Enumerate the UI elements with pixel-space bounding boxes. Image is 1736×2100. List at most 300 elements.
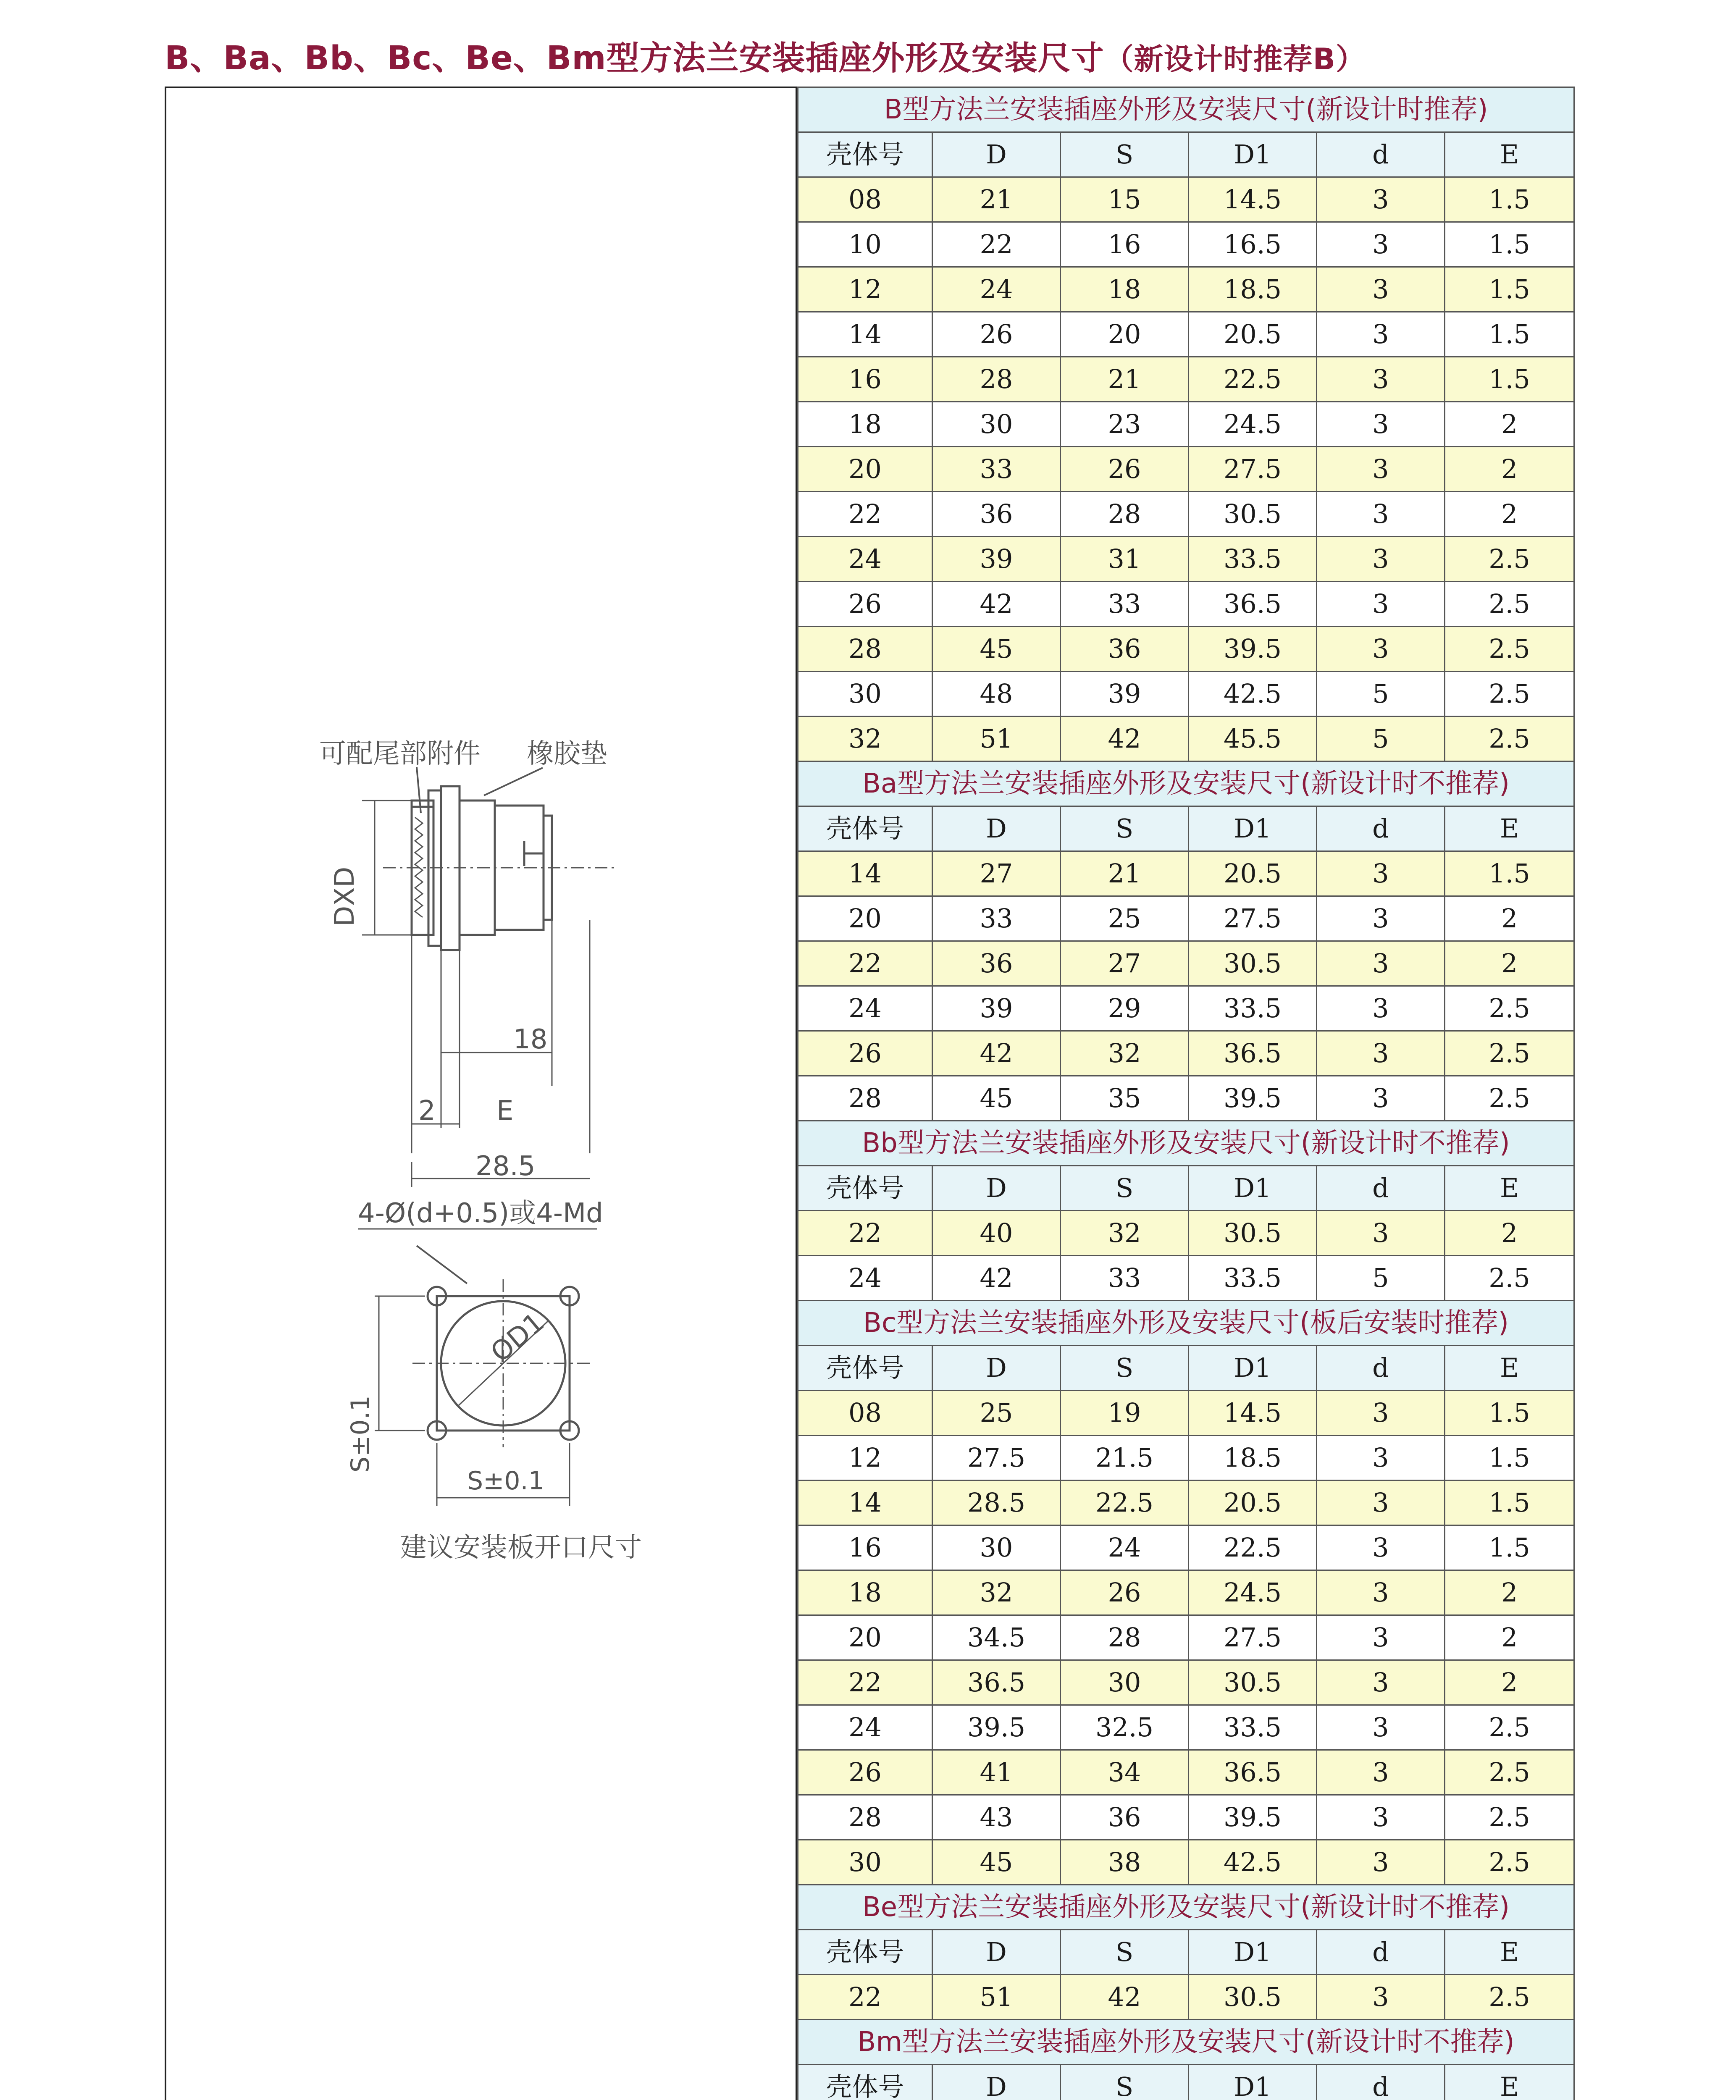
table-cell: 20 [1061, 312, 1189, 357]
column-header: S [1061, 1346, 1189, 1391]
column-header: D1 [1189, 806, 1317, 851]
column-header: 壳体号 [798, 1346, 932, 1391]
column-header: 壳体号 [798, 132, 932, 177]
table-cell: 45 [932, 1076, 1061, 1121]
table-row [798, 1256, 1574, 1301]
dim-28-5: 28.5 [475, 1151, 536, 1182]
column-header: D1 [1189, 1166, 1317, 1211]
table-row [798, 447, 1574, 492]
table-cell: 34 [1061, 1750, 1189, 1795]
table-cell: 2.5 [1445, 627, 1574, 672]
table-cell: 22 [798, 941, 932, 986]
table-cell: 3 [1317, 1750, 1445, 1795]
column-header: D [932, 806, 1061, 851]
table-cell: 18.5 [1189, 267, 1317, 312]
table-cell: 1.5 [1445, 851, 1574, 896]
column-header: E [1445, 2065, 1574, 2100]
table-cell: 18.5 [1189, 1436, 1317, 1480]
table-cell: 33 [932, 447, 1061, 492]
table-row [798, 941, 1574, 986]
spec-tables [796, 87, 1572, 2100]
section-title-row [798, 87, 1574, 132]
column-header-row [798, 1930, 1574, 1975]
table-cell: 2 [1445, 941, 1574, 986]
table-cell: 3 [1317, 177, 1445, 222]
table-cell: 3 [1317, 1525, 1445, 1570]
column-header: S [1061, 1930, 1189, 1975]
table-cell: 28.5 [932, 1480, 1061, 1525]
column-header-row [798, 132, 1574, 177]
table-row [798, 267, 1574, 312]
table-cell: 30.5 [1189, 941, 1317, 986]
column-header: S [1061, 1166, 1189, 1211]
table-cell: 18 [798, 402, 932, 447]
section-title-row [798, 1885, 1574, 1930]
table-cell: 30 [932, 402, 1061, 447]
table-row [798, 1211, 1574, 1256]
column-header-row [798, 1166, 1574, 1211]
dim-s-horizontal: S±0.1 [467, 1466, 544, 1496]
table-cell: 32.5 [1061, 1705, 1189, 1750]
table-cell: 42.5 [1189, 672, 1317, 717]
page-title [165, 35, 1366, 81]
table-cell: 22 [932, 222, 1061, 267]
table-cell: 24.5 [1189, 402, 1317, 447]
table-row [798, 851, 1574, 896]
table-row [798, 1840, 1574, 1885]
table-cell: 1.5 [1445, 222, 1574, 267]
table-cell: 3 [1317, 941, 1445, 986]
table-cell: 3 [1317, 1076, 1445, 1121]
table-cell: 24 [798, 537, 932, 582]
table-cell: 33 [1061, 582, 1189, 627]
table-cell: 39.5 [1189, 1076, 1317, 1121]
table-cell: 2.5 [1445, 1840, 1574, 1885]
table-row [798, 177, 1574, 222]
table-cell: 5 [1317, 717, 1445, 761]
column-header: E [1445, 1346, 1574, 1391]
table-cell: 3 [1317, 1480, 1445, 1525]
table-cell: 3 [1317, 312, 1445, 357]
table-cell: 2 [1445, 402, 1574, 447]
table-cell: 2.5 [1445, 1076, 1574, 1121]
table-cell: 1.5 [1445, 177, 1574, 222]
table-cell: 24 [932, 267, 1061, 312]
table-cell: 21.5 [1061, 1436, 1189, 1480]
table-cell: 2.5 [1445, 1750, 1574, 1795]
table-cell: 45 [932, 627, 1061, 672]
column-header: d [1317, 1346, 1445, 1391]
table-cell: 30.5 [1189, 1975, 1317, 2020]
table-cell: 34.5 [932, 1615, 1061, 1660]
table-cell: 20.5 [1189, 312, 1317, 357]
table-row [798, 1525, 1574, 1570]
table-cell: 33.5 [1189, 986, 1317, 1031]
table-row [798, 1391, 1574, 1436]
table-cell: 3 [1317, 1615, 1445, 1660]
table-cell: 36.5 [932, 1660, 1061, 1705]
table-cell: 27.5 [932, 1436, 1061, 1480]
table-row [798, 492, 1574, 537]
table-cell: 14 [798, 1480, 932, 1525]
dim-18: 18 [513, 1024, 548, 1055]
table-cell: 3 [1317, 402, 1445, 447]
table-cell: 30 [932, 1525, 1061, 1570]
table-cell: 26 [798, 1750, 932, 1795]
table-cell: 12 [798, 1436, 932, 1480]
table-cell: 33 [1061, 1256, 1189, 1301]
table-cell: 26 [798, 1031, 932, 1076]
table-cell: 2 [1445, 447, 1574, 492]
table-cell: 30 [798, 672, 932, 717]
table-cell: 42.5 [1189, 1840, 1317, 1885]
table-cell: 2.5 [1445, 582, 1574, 627]
table-cell: 20 [798, 1615, 932, 1660]
table-cell: 28 [798, 627, 932, 672]
page-title-note: （新设计时推荐B） [1104, 42, 1366, 76]
table-cell: 22 [798, 492, 932, 537]
column-header: E [1445, 806, 1574, 851]
column-header: D [932, 1346, 1061, 1391]
column-header: E [1445, 132, 1574, 177]
table-cell: 38 [1061, 1840, 1189, 1885]
column-header: d [1317, 1930, 1445, 1975]
table-cell: 08 [798, 177, 932, 222]
table-cell: 22 [798, 1211, 932, 1256]
table-cell: 36.5 [1189, 1031, 1317, 1076]
table-cell: 22.5 [1061, 1480, 1189, 1525]
dim-phi-d1: ØD1 [485, 1307, 550, 1369]
table-cell: 30 [1061, 1660, 1189, 1705]
connector-drawing-svg [165, 87, 796, 2100]
table-cell: 36.5 [1189, 1750, 1317, 1795]
table-cell: 30 [798, 1840, 932, 1885]
column-header: E [1445, 1930, 1574, 1975]
column-header: d [1317, 2065, 1445, 2100]
table-cell: 3 [1317, 1211, 1445, 1256]
table-cell: 42 [932, 582, 1061, 627]
table-cell: 40 [932, 1211, 1061, 1256]
dim-e: E [496, 1095, 514, 1126]
table-cell: 2 [1445, 896, 1574, 941]
column-header: 壳体号 [798, 806, 932, 851]
table-cell: 3 [1317, 1975, 1445, 2020]
table-row [798, 1076, 1574, 1121]
table-row [798, 222, 1574, 267]
table-cell: 39 [1061, 672, 1189, 717]
column-header: S [1061, 806, 1189, 851]
column-header: d [1317, 132, 1445, 177]
table-cell: 26 [798, 582, 932, 627]
table-row [798, 1660, 1574, 1705]
table-cell: 30.5 [1189, 1660, 1317, 1705]
table-cell: 26 [1061, 1570, 1189, 1615]
table-cell: 3 [1317, 1795, 1445, 1840]
table-cell: 2 [1445, 1570, 1574, 1615]
table-cell: 08 [798, 1391, 932, 1436]
table-row [798, 1615, 1574, 1660]
connector-side-view [383, 786, 618, 950]
section-title-row [798, 1121, 1574, 1166]
table-row [798, 357, 1574, 402]
column-header: 壳体号 [798, 2065, 932, 2100]
dim-dxd: DXD [329, 866, 360, 927]
table-cell: 26 [1061, 447, 1189, 492]
table-cell: 2 [1445, 1660, 1574, 1705]
dim-s-vertical: S±0.1 [346, 1395, 375, 1473]
table-cell: 20 [798, 896, 932, 941]
table-row [798, 1031, 1574, 1076]
table-cell: 14.5 [1189, 1391, 1317, 1436]
table-cell: 2.5 [1445, 986, 1574, 1031]
connector-drawing [165, 87, 796, 2100]
page-title-main: B、Ba、Bb、Bc、Be、Bm型方法兰安装插座外形及安装尺寸 [165, 39, 1104, 77]
table-cell: 14.5 [1189, 177, 1317, 222]
table-cell: 22.5 [1189, 1525, 1317, 1570]
table-cell: 21 [932, 177, 1061, 222]
table-row [798, 402, 1574, 447]
table-cell: 24 [1061, 1525, 1189, 1570]
table-cell: 35 [1061, 1076, 1189, 1121]
column-header: 壳体号 [798, 1930, 932, 1975]
table-cell: 42 [932, 1031, 1061, 1076]
table-cell: 24 [798, 1256, 932, 1301]
dim-2: 2 [418, 1095, 436, 1126]
table-cell: 33.5 [1189, 537, 1317, 582]
table-cell: 12 [798, 267, 932, 312]
table-cell: 3 [1317, 1391, 1445, 1436]
table-cell: 39 [932, 986, 1061, 1031]
table-cell: 2.5 [1445, 672, 1574, 717]
table-cell: 1.5 [1445, 1480, 1574, 1525]
column-header: D1 [1189, 1346, 1317, 1391]
table-cell: 21 [1061, 851, 1189, 896]
table-cell: 32 [1061, 1211, 1189, 1256]
table-row [798, 896, 1574, 941]
table-row [798, 312, 1574, 357]
table-cell: 3 [1317, 492, 1445, 537]
spec-table-body [798, 87, 1574, 2100]
column-header: d [1317, 1166, 1445, 1211]
table-cell: 23 [1061, 402, 1189, 447]
table-cell: 22.5 [1189, 357, 1317, 402]
table-cell: 31 [1061, 537, 1189, 582]
table-cell: 14 [798, 312, 932, 357]
table-cell: 20.5 [1189, 1480, 1317, 1525]
table-cell: 5 [1317, 672, 1445, 717]
table-cell: 36 [932, 492, 1061, 537]
table-cell: 20.5 [1189, 851, 1317, 896]
table-cell: 32 [932, 1570, 1061, 1615]
table-cell: 3 [1317, 582, 1445, 627]
table-row [798, 1795, 1574, 1840]
table-cell: 43 [932, 1795, 1061, 1840]
table-cell: 21 [1061, 357, 1189, 402]
table-cell: 32 [1061, 1031, 1189, 1076]
table-row [798, 1705, 1574, 1750]
table-cell: 3 [1317, 1840, 1445, 1885]
table-cell: 30.5 [1189, 492, 1317, 537]
table-cell: 2.5 [1445, 717, 1574, 761]
table-row [798, 986, 1574, 1031]
table-cell: 19 [1061, 1391, 1189, 1436]
column-header: S [1061, 2065, 1189, 2100]
column-header: d [1317, 806, 1445, 851]
table-cell: 2.5 [1445, 1705, 1574, 1750]
table-row [798, 1436, 1574, 1480]
section-title: Bb型方法兰安装插座外形及安装尺寸(新设计时不推荐) [798, 1121, 1574, 1166]
section-title-row [798, 1301, 1574, 1346]
table-cell: 20 [798, 447, 932, 492]
table-cell: 15 [1061, 177, 1189, 222]
table-cell: 16 [798, 357, 932, 402]
table-cell: 22 [798, 1975, 932, 2020]
section-title: B型方法兰安装插座外形及安装尺寸(新设计时推荐) [798, 87, 1574, 132]
table-cell: 48 [932, 672, 1061, 717]
table-cell: 2 [1445, 1211, 1574, 1256]
table-row [798, 1570, 1574, 1615]
section-title-row [798, 761, 1574, 806]
table-cell: 18 [1061, 267, 1189, 312]
table-cell: 1.5 [1445, 357, 1574, 402]
column-header-row [798, 2065, 1574, 2100]
label-gasket: 橡胶垫 [527, 738, 607, 769]
table-row [798, 537, 1574, 582]
table-cell: 1.5 [1445, 312, 1574, 357]
table-cell: 36 [1061, 627, 1189, 672]
table-cell: 42 [1061, 1975, 1189, 2020]
table-row [798, 1480, 1574, 1525]
table-cell: 3 [1317, 267, 1445, 312]
table-cell: 28 [798, 1795, 932, 1840]
table-cell: 3 [1317, 1705, 1445, 1750]
table-cell: 1.5 [1445, 1525, 1574, 1570]
table-cell: 36 [1061, 1795, 1189, 1840]
table-cell: 29 [1061, 986, 1189, 1031]
table-cell: 25 [932, 1391, 1061, 1436]
column-header: D1 [1189, 2065, 1317, 2100]
label-accessory: 可配尾部附件 [319, 738, 481, 769]
column-header: D [932, 132, 1061, 177]
table-cell: 18 [798, 1570, 932, 1615]
table-cell: 33.5 [1189, 1256, 1317, 1301]
column-header: D [932, 1930, 1061, 1975]
table-cell: 51 [932, 1975, 1061, 2020]
table-cell: 10 [798, 222, 932, 267]
section-title-row [798, 2020, 1574, 2065]
table-cell: 45.5 [1189, 717, 1317, 761]
column-header: 壳体号 [798, 1166, 932, 1211]
table-cell: 16 [798, 1525, 932, 1570]
table-cell: 45 [932, 1840, 1061, 1885]
table-cell: 42 [1061, 717, 1189, 761]
table-cell: 2.5 [1445, 1256, 1574, 1301]
table-cell: 27 [932, 851, 1061, 896]
column-header: D [932, 1166, 1061, 1211]
column-header: D1 [1189, 1930, 1317, 1975]
table-cell: 24.5 [1189, 1570, 1317, 1615]
section-title: Bm型方法兰安装插座外形及安装尺寸(新设计时不推荐) [798, 2020, 1574, 2065]
table-cell: 28 [932, 357, 1061, 402]
table-cell: 27.5 [1189, 1615, 1317, 1660]
section-title: Bc型方法兰安装插座外形及安装尺寸(板后安装时推荐) [798, 1301, 1574, 1346]
table-cell: 3 [1317, 537, 1445, 582]
table-cell: 3 [1317, 1436, 1445, 1480]
table-cell: 36.5 [1189, 582, 1317, 627]
table-cell: 33 [932, 896, 1061, 941]
table-cell: 39 [932, 537, 1061, 582]
table-cell: 2.5 [1445, 537, 1574, 582]
hole-spec: 4-Ø(d+0.5)或4-Md [358, 1198, 603, 1229]
table-row [798, 717, 1574, 761]
table-cell: 42 [932, 1256, 1061, 1301]
table-cell: 32 [798, 717, 932, 761]
table-cell: 3 [1317, 1570, 1445, 1615]
table-cell: 2.5 [1445, 1975, 1574, 2020]
table-cell: 39.5 [932, 1705, 1061, 1750]
table-cell: 14 [798, 851, 932, 896]
table-cell: 30.5 [1189, 1211, 1317, 1256]
table-cell: 5 [1317, 1256, 1445, 1301]
table-cell: 3 [1317, 896, 1445, 941]
table-cell: 25 [1061, 896, 1189, 941]
table-cell: 27.5 [1189, 447, 1317, 492]
table-cell: 3 [1317, 1660, 1445, 1705]
table-cell: 3 [1317, 357, 1445, 402]
table-cell: 26 [932, 312, 1061, 357]
column-header: E [1445, 1166, 1574, 1211]
table-cell: 2.5 [1445, 1795, 1574, 1840]
table-row [798, 1750, 1574, 1795]
table-cell: 27 [1061, 941, 1189, 986]
table-row [798, 627, 1574, 672]
column-header: S [1061, 132, 1189, 177]
table-row [798, 1975, 1574, 2020]
table-cell: 1.5 [1445, 267, 1574, 312]
table-cell: 24 [798, 1705, 932, 1750]
table-cell: 3 [1317, 627, 1445, 672]
table-cell: 16 [1061, 222, 1189, 267]
table-row [798, 582, 1574, 627]
table-cell: 3 [1317, 986, 1445, 1031]
table-cell: 2 [1445, 1615, 1574, 1660]
section-title: Be型方法兰安装插座外形及安装尺寸(新设计时不推荐) [798, 1885, 1574, 1930]
table-cell: 28 [798, 1076, 932, 1121]
table-cell: 1.5 [1445, 1436, 1574, 1480]
table-row [798, 672, 1574, 717]
table-cell: 39.5 [1189, 1795, 1317, 1840]
table-cell: 2 [1445, 492, 1574, 537]
table-cell: 41 [932, 1750, 1061, 1795]
column-header-row [798, 806, 1574, 851]
table-cell: 27.5 [1189, 896, 1317, 941]
section-title: Ba型方法兰安装插座外形及安装尺寸(新设计时不推荐) [798, 761, 1574, 806]
table-cell: 28 [1061, 492, 1189, 537]
table-cell: 39.5 [1189, 627, 1317, 672]
table-cell: 28 [1061, 1615, 1189, 1660]
table-cell: 36 [932, 941, 1061, 986]
spec-table [797, 87, 1575, 2100]
table-cell: 3 [1317, 851, 1445, 896]
column-header: D1 [1189, 132, 1317, 177]
table-cell: 24 [798, 986, 932, 1031]
table-cell: 2.5 [1445, 1031, 1574, 1076]
column-header-row [798, 1346, 1574, 1391]
table-cell: 3 [1317, 1031, 1445, 1076]
table-cell: 16.5 [1189, 222, 1317, 267]
column-header: D [932, 2065, 1061, 2100]
table-cell: 22 [798, 1660, 932, 1705]
